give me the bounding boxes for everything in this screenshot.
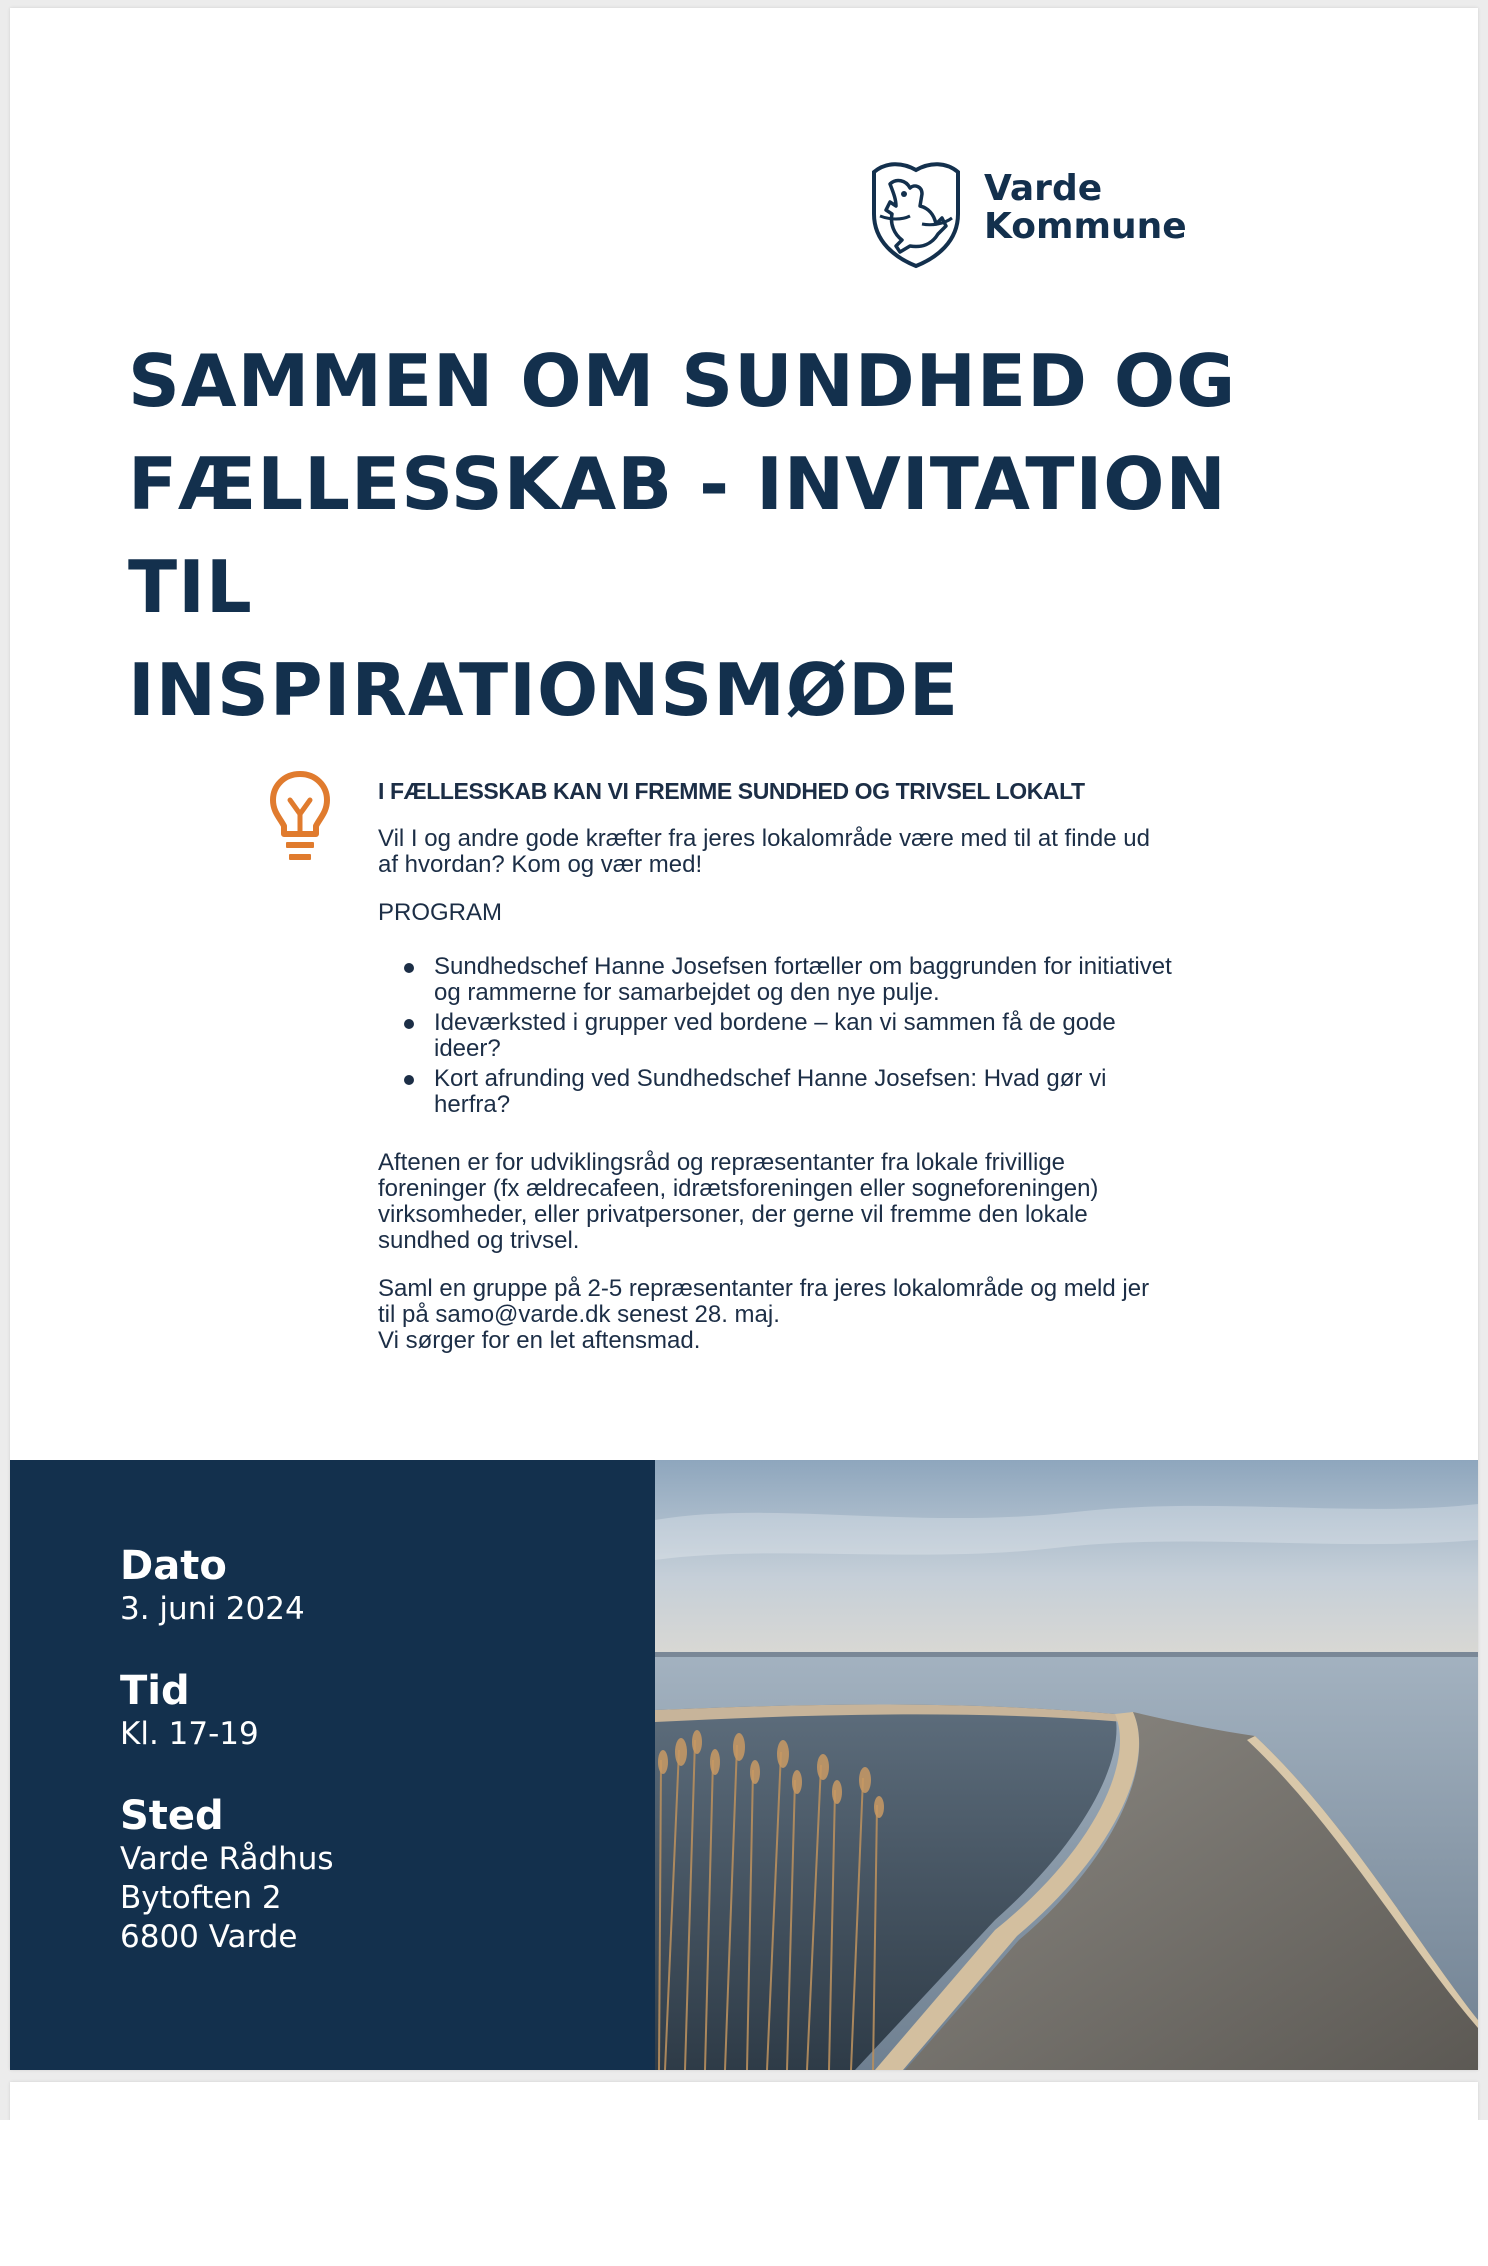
place-line-2: Bytoften 2 [120, 1880, 282, 1916]
audience-line-2: foreninger (fx ældrecafeen, idrætsforeningen eller sogneforeningen) [378, 1175, 1099, 1202]
intro-line-2: af hvordan? Kom og vær med! [378, 851, 703, 878]
signup-line-3: Vi sørger for en let aftensmad. [378, 1327, 701, 1354]
intro-line-1: Vil I og andre gode kræfter fra jeres lokalområde være med til at finde ud [378, 825, 1150, 852]
audience-line-4: sundhed og trivsel. [378, 1227, 580, 1254]
place-line-3: 6800 Varde [120, 1919, 298, 1955]
bullet-3-line-2: herfra? [434, 1091, 511, 1118]
bullet-2-line-1: Ideværksted i grupper ved bordene – kan vi sammen få de gode [434, 1009, 1116, 1036]
place-line-1: Varde Rådhus [120, 1841, 334, 1877]
date-value: 3. juni 2024 [120, 1591, 305, 1627]
page-title [128, 330, 1368, 742]
date-label: Dato [120, 1543, 227, 1589]
signup-line-1: Saml en gruppe på 2-5 repræsentanter fra jeres lokalområde og meld jer [378, 1275, 1150, 1302]
program-list [378, 954, 1258, 1118]
time-value: Kl. 17-19 [120, 1716, 259, 1752]
time-label: Tid [120, 1668, 190, 1714]
audience-line-1: Aftenen er for udviklingsråd og repræsentanter fra lokale frivillige [378, 1149, 1066, 1176]
list-item [378, 1010, 1258, 1062]
event-details-panel [10, 1460, 655, 2070]
bullet-1-line-2: og rammerne for samarbejdet og den nye pulje. [434, 979, 940, 1006]
audience-paragraph [378, 1150, 1258, 1254]
place-label: Sted [120, 1793, 224, 1839]
logo-line-1: Varde [984, 168, 1103, 209]
list-item [378, 954, 1258, 1006]
bullet-3-line-1: Kort afrunding ved Sundhedschef Hanne Josefsen: Hvad gør vi [434, 1065, 1107, 1092]
signup-paragraph [378, 1276, 1258, 1354]
document-page-2-edge [10, 2082, 1478, 2122]
title-line-3: INSPIRATIONSMØDE [128, 648, 960, 732]
bullet-1-line-1: Sundhedschef Hanne Josefsen fortæller om baggrunden for initiativet [434, 953, 1172, 980]
varde-kommune-logo [866, 154, 1206, 270]
document-page-1 [10, 8, 1478, 2070]
lion-coat-of-arms-icon [866, 154, 966, 270]
program-label: PROGRAM [378, 899, 503, 926]
intro-paragraph [378, 826, 1258, 878]
lightbulb-icon [268, 770, 332, 866]
invitation-body [378, 778, 1258, 1376]
list-item [378, 1066, 1258, 1118]
bullet-2-line-2: ideer? [434, 1035, 501, 1062]
logo-line-2: Kommune [984, 206, 1187, 247]
audience-line-3: virksomheder, eller privatpersoner, der gerne vil fremme den lokale [378, 1201, 1088, 1228]
section-heading: I FÆLLESSKAB KAN VI FREMME SUNDHED OG TRIVSEL LOKALT [378, 778, 1085, 804]
title-line-2: FÆLLESSKAB - INVITATION TIL [128, 442, 1227, 629]
page-thumbnail-bar [0, 2120, 1488, 2266]
signup-line-2: til på samo@varde.dk senest 28. maj. [378, 1301, 780, 1328]
lake-pier-photo [655, 1460, 1478, 2070]
title-line-1: SAMMEN OM SUNDHED OG [128, 339, 1237, 423]
place-value [120, 1840, 655, 1957]
